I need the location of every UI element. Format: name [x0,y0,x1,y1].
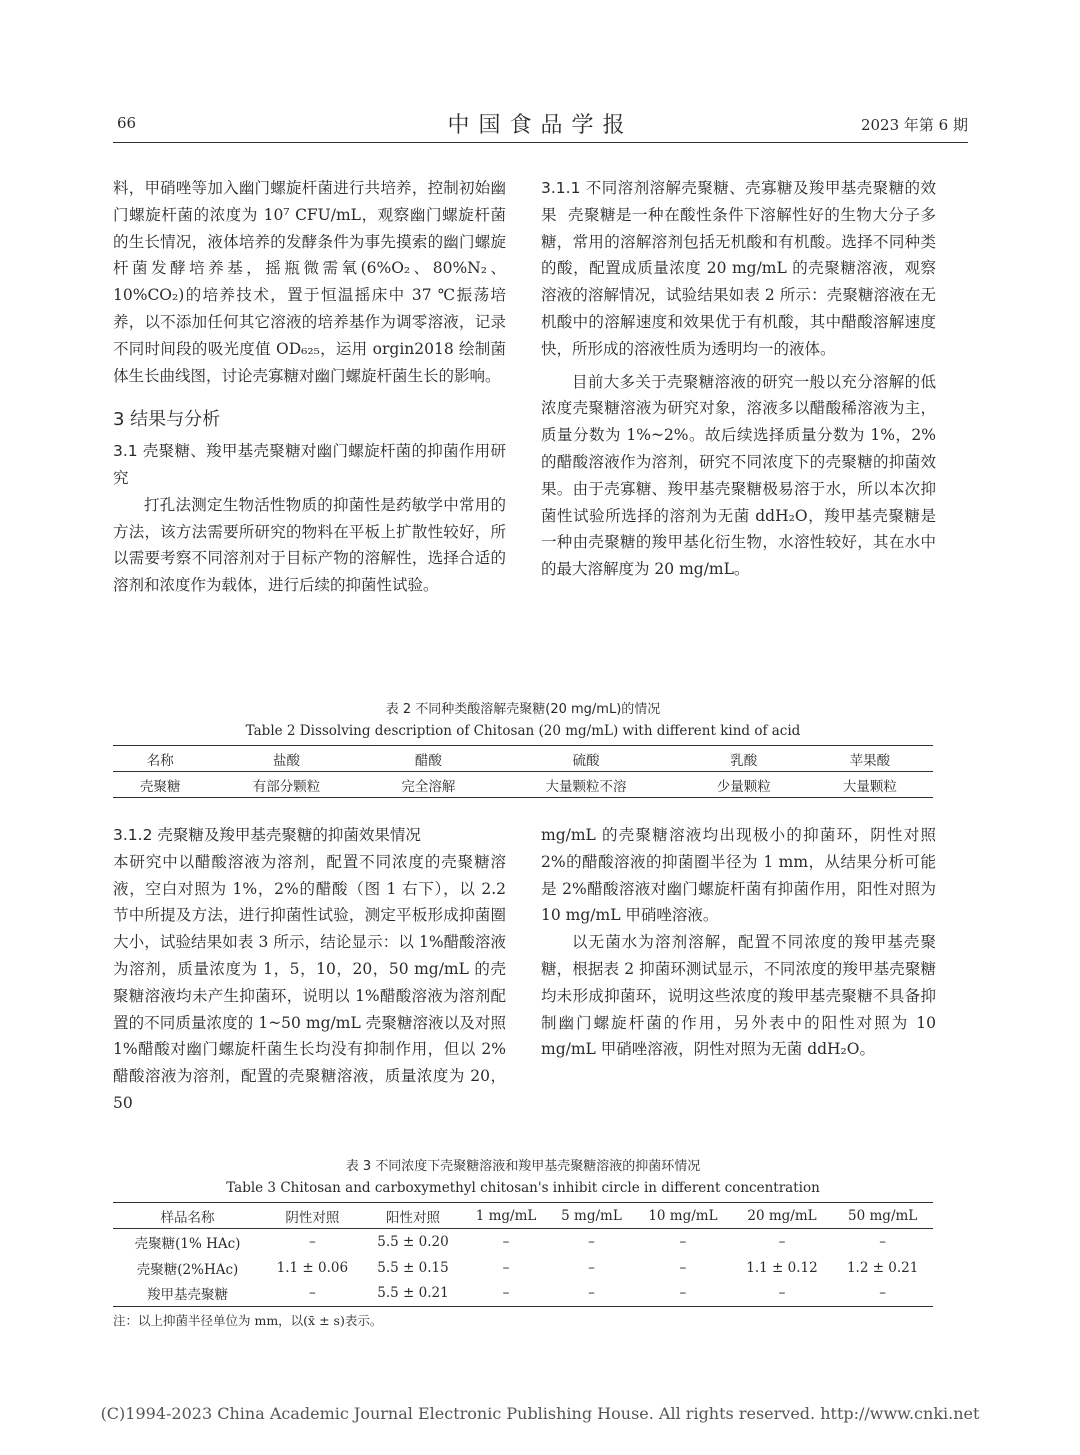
table2-caption-en: Table 2 Dissolving description of Chitosan (20 mg/mL) with different kind of acid [245,723,801,739]
table-cell: 壳聚糖(2%HAc) [136,1261,239,1278]
table3-note: 注：以上抑菌半径单位为 mm，以(x̄ ± s)表示。 [113,1313,383,1328]
paragraph: 料，甲硝唑等加入幽门螺旋杆菌进行共培养，控制初始幽门螺旋杆菌的浓度为 10⁷ CFU/mL，观察幽门螺旋杆菌的生长情况，液体培养的发酵条件为事先摸索的幽门螺旋杆菌发酵培养基，摇瓶微需氧(6%O₂、80%N₂、10%CO₂)的培养技术，置于恒温摇床中 37 ℃振荡培养，以不添加任何其它溶液的培养基作为调零溶液，记录不同时间段的吸光度值 OD₆₂₅，运用 orgin2018 绘制菌体生长曲线图，讨论壳寡糖对幽门螺旋杆菌生长的影响。 [113,179,506,385]
table-header-row [113,1203,933,1229]
table-cell: 5.5 ± 0.20 [377,1233,449,1250]
table-row [113,1229,933,1255]
table-cell: – [679,1285,687,1302]
table-cell: – [588,1285,595,1302]
table-header-cell: 名称 [113,746,208,772]
paragraph: 本研究中以醋酸溶液为溶剂，配置不同浓度的壳聚糖溶液，空白对照为 1%，2%的醋酸（图 1 右下），以 2.2 节中所提及方法，进行抑菌性试验，测定平板形成抑菌圈大小，试验结果如表 3 所示，结论显示：以 1%醋酸溶液为溶剂，质量浓度为 1，5，10，20，50 mg/mL 的壳聚糖溶液均未产生抑菌环，说明以 1%醋酸溶液为溶剂配置的不同质量浓度的 1~50 mg/mL 壳聚糖溶液以及对照 1%醋酸对幽门螺旋杆菌生长均没有抑制作用，但以 2%醋酸溶液为溶剂，配置的壳聚糖溶液，质量浓度为 20，50 [113,852,506,1112]
table-header-cell: 乳酸 [681,746,807,772]
table3-caption [113,1155,933,1196]
table-cell: – [588,1233,595,1250]
table-row [113,1255,933,1281]
table-row [113,1281,933,1307]
table-cell: 5.5 ± 0.15 [377,1259,449,1276]
subsection-heading: 3.1 壳聚糖、羧甲基壳聚糖对幽门螺旋杆菌的抑菌作用研究 [113,442,506,487]
table-cell: – [879,1285,887,1302]
table-cell: 羧甲基壳聚糖 [147,1287,229,1304]
table-cell: 1.1 ± 0.12 [746,1259,818,1276]
table-cell: 大量颗粒不溶 [545,778,627,795]
table-header-cell: 样品名称 [113,1203,262,1229]
table-cell: 大量颗粒 [842,778,897,795]
table-cell: – [309,1233,316,1250]
table2 [113,745,933,798]
table-header-cell: 20 mg/mL [732,1203,833,1229]
table-cell: 有部分颗粒 [252,778,321,795]
table-cell: – [502,1285,510,1302]
left-column [113,175,506,599]
right-column-2 [541,822,936,1063]
table-cell: – [502,1259,510,1276]
table-header-cell: 5 mg/mL [549,1203,634,1229]
table-header-cell: 1 mg/mL [463,1203,548,1229]
table-cell: – [879,1233,887,1250]
table-header-cell: 硫酸 [491,746,680,772]
table3-caption-en: Table 3 Chitosan and carboxymethyl chitosan's inhibit circle in different concentration [226,1180,820,1196]
paragraph: 打孔法测定生物活性物质的抑菌性是药敏学中常用的方法，该方法需要所研究的物料在平板上扩散性较好，所以需要考察不同溶剂对于目标产物的溶解性，选择合适的溶剂和浓度作为载体，进行后续的抑菌性试验。 [113,495,506,595]
paragraph-3-1-1 [541,175,936,363]
table-cell: 壳聚糖(1% HAc) [134,1235,241,1252]
paragraph-text: 壳聚糖是一种在酸性条件下溶解性好的生物大分子多糖，常用的溶解溶剂包括无机酸和有机酸。选择不同种类的酸，配置成质量浓度 20 mg/mL 的壳聚糖溶液，观察溶液的溶解情况，试验结果如表 2 所示：壳聚糖溶液在无机酸中的溶解速度和效果优于有机酸，其中醋酸溶解速度快，所形成的溶液性质为透明均一的液体。 [541,205,936,358]
table-header-cell: 盐酸 [208,746,366,772]
paragraph: 目前大多关于壳聚糖溶液的研究一般以充分溶解的低浓度壳聚糖溶液为研究对象，溶液多以醋酸稀溶液为主，质量分数为 1%~2%。故后续选择质量分数为 1%，2%的醋酸溶液作为溶剂，研究不同浓度下的壳聚糖的抑菌效果。由于壳寡糖、羧甲基壳聚糖极易溶于水，所以本次抑菌性试验所选择的溶剂为无菌 ddH₂O，羧甲基壳聚糖是一种由壳聚糖的羧甲基化衍生物，水溶性较好，其在水中的最大溶解度为 20 mg/mL。 [541,372,936,579]
table-cell: 5.5 ± 0.21 [377,1285,449,1302]
table-cell: – [309,1285,316,1302]
section-heading: 3 结果与分析 [113,409,221,431]
subsection-heading: 3.1.2 壳聚糖及羧甲基壳聚糖的抑菌效果情况 [113,826,421,844]
table-cell: – [679,1233,687,1250]
page-header [113,108,968,140]
table-header-cell: 阴性对照 [262,1203,363,1229]
table-header-row [113,746,933,772]
table-cell: – [679,1259,687,1276]
table2-caption [113,698,933,739]
table-cell: – [778,1285,786,1302]
table-header-cell: 苹果酸 [807,746,933,772]
journal-title: 中国食品学报 [447,113,634,138]
table-header-cell: 醋酸 [365,746,491,772]
table-cell: – [778,1233,786,1250]
paragraph: mg/mL 的壳聚糖溶液均出现极小的抑菌环，阴性对照 2%的醋酸溶液的抑菌圈半径为 1 mm，从结果分析可能是 2%醋酸溶液对幽门螺旋杆菌有抑菌作用，阳性对照为 10 mg/mL 甲硝唑溶液。 [541,826,936,925]
table-row [113,772,933,798]
copyright-footer: (C)1994-2023 China Academic Journal Electronic Publishing House. All rights reserved. http://www.cnki.net [100,1404,980,1423]
table-cell: – [502,1233,510,1250]
table-cell: 1.2 ± 0.21 [846,1259,919,1276]
left-column-2 [113,822,506,1117]
table-header-cell: 50 mg/mL [832,1203,933,1229]
table2-caption-zh: 表 2 不同种类酸溶解壳聚糖(20 mg/mL)的情况 [385,702,661,717]
table3-caption-zh: 表 3 不同浓度下壳聚糖溶液和羧甲基壳聚糖溶液的抑菌环情况 [345,1159,701,1174]
subsection-heading: 3.1.1 不同溶剂溶解壳聚糖、壳寡糖及羧甲基壳聚糖的效果 [541,179,936,224]
page-number: 66 [117,114,137,132]
table-cell: 壳聚糖 [140,778,181,795]
table-cell: 1.1 ± 0.06 [276,1259,349,1276]
table-header-cell: 10 mg/mL [634,1203,732,1229]
table-cell: 少量颗粒 [716,778,771,795]
table-header-cell: 阳性对照 [363,1203,464,1229]
table-cell: – [588,1259,595,1276]
paragraph: 以无菌水为溶剂溶解，配置不同浓度的羧甲基壳聚糖，根据表 2 抑菌环测试显示，不同浓度的羧甲基壳聚糖均未形成抑菌环，说明这些浓度的羧甲基壳聚糖不具备抑制幽门螺旋杆菌的作用，另外表中的阳性对照为 10 mg/mL 甲硝唑溶液，阴性对照为无菌 ddH₂O。 [541,933,936,1059]
table-cell: 完全溶解 [401,778,456,795]
header-rule [113,142,968,143]
right-column [541,175,936,583]
table3 [113,1202,933,1307]
issue-label: 2023 年第 6 期 [860,116,968,134]
